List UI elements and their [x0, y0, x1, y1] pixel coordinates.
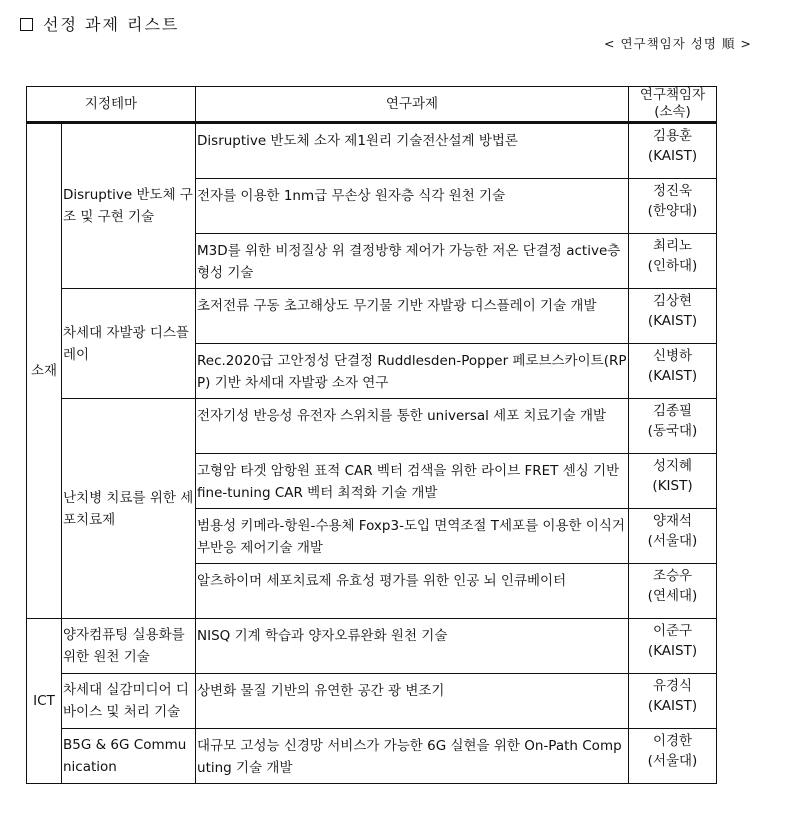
pi-name: 정진욱	[652, 183, 693, 199]
header-pi-line1: 연구책임자	[639, 87, 706, 103]
pi-affiliation: (KIST)	[652, 478, 693, 494]
pi-name: 김용훈	[652, 128, 693, 144]
pi-cell	[629, 619, 717, 674]
pi-name: 최리노	[652, 238, 693, 254]
task-cell: M3D를 위한 비정질상 위 결정방향 제어가 가능한 저온 단결정 active층 형성 기술	[196, 234, 629, 289]
order-note: < 연구책임자 성명 順 >	[604, 36, 752, 51]
category-cell: ICT	[27, 619, 62, 784]
theme-cell: 난치병 치료를 위한 세포치료제	[62, 399, 196, 619]
pi-cell	[629, 179, 717, 234]
theme-cell: 차세대 자발광 디스플레이	[62, 289, 196, 399]
table-header-row	[27, 87, 717, 123]
task-cell: 범용성 키메라-항원-수용체 Foxp3-도입 면역조절 T세포를 이용한 이식거부반응 제어기술 개발	[196, 509, 629, 564]
section-title	[20, 12, 179, 35]
task-cell: 알츠하이머 세포치료제 유효성 평가를 위한 인공 뇌 인큐베이터	[196, 564, 629, 619]
pi-affiliation: (한양대)	[647, 203, 698, 219]
table-row	[27, 619, 717, 674]
pi-name: 성지혜	[652, 458, 693, 474]
pi-name: 신병하	[652, 348, 693, 364]
table-row	[27, 289, 717, 344]
task-cell: 초저전류 구동 초고해상도 무기물 기반 자발광 디스플레이 기술 개발	[196, 289, 629, 344]
table-row	[27, 399, 717, 454]
task-cell: Disruptive 반도체 소자 제1원리 기술전산설계 방법론	[196, 123, 629, 179]
pi-name: 양재석	[652, 513, 693, 529]
task-cell: 상변화 물질 기반의 유연한 공간 광 변조기	[196, 674, 629, 729]
pi-cell	[629, 289, 717, 344]
pi-affiliation: (KAIST)	[647, 368, 698, 384]
task-cell: 고형암 타겟 암항원 표적 CAR 벡터 검색을 위한 라이브 FRET 센싱 기반 fine-tuning CAR 벡터 최적화 기술 개발	[196, 454, 629, 509]
pi-cell	[629, 234, 717, 289]
task-cell: 전자기성 반응성 유전자 스위치를 통한 universal 세포 치료기술 개발	[196, 399, 629, 454]
pi-affiliation: (연세대)	[647, 588, 698, 604]
header-theme: 지정테마	[27, 87, 196, 123]
theme-cell: B5G & 6G Communication	[62, 729, 196, 784]
pi-cell	[629, 344, 717, 399]
task-cell: 전자를 이용한 1nm급 무손상 원자층 식각 원천 기술	[196, 179, 629, 234]
pi-cell	[629, 454, 717, 509]
pi-affiliation: (KAIST)	[647, 313, 698, 329]
theme-cell: Disruptive 반도체 구조 및 구현 기술	[62, 123, 196, 289]
category-cell: 소재	[27, 123, 62, 619]
table-row	[27, 123, 717, 179]
pi-affiliation: (KAIST)	[647, 698, 698, 714]
pi-name: 이경한	[652, 733, 693, 749]
pi-cell	[629, 399, 717, 454]
selected-projects-table	[26, 86, 717, 784]
pi-cell	[629, 564, 717, 619]
pi-cell	[629, 674, 717, 729]
table-row	[27, 729, 717, 784]
task-cell: NISQ 기계 학습과 양자오류완화 원천 기술	[196, 619, 629, 674]
pi-affiliation: (KAIST)	[647, 148, 698, 164]
task-cell: Rec.2020급 고안정성 단결정 Ruddlesden-Popper 페로브스카이트(RPP) 기반 차세대 자발광 소자 연구	[196, 344, 629, 399]
pi-name: 조승우	[652, 568, 693, 584]
pi-name: 이준구	[652, 623, 693, 639]
pi-affiliation: (서울대)	[647, 753, 698, 769]
pi-affiliation: (인하대)	[647, 258, 698, 274]
pi-cell	[629, 729, 717, 784]
theme-cell: 양자컴퓨팅 실용화를 위한 원천 기술	[62, 619, 196, 674]
pi-affiliation: (KAIST)	[647, 643, 698, 659]
pi-cell	[629, 123, 717, 179]
task-cell: 대규모 고성능 신경망 서비스가 가능한 6G 실현을 위한 On-Path Computing 기술 개발	[196, 729, 629, 784]
header-task: 연구과제	[196, 87, 629, 123]
table-row	[27, 674, 717, 729]
pi-affiliation: (동국대)	[647, 423, 698, 439]
pi-name: 유경식	[652, 678, 693, 694]
pi-name: 김종필	[652, 403, 693, 419]
pi-cell	[629, 509, 717, 564]
checkbox-square-icon	[20, 18, 33, 31]
header-pi-line2: (소속)	[654, 104, 691, 120]
pi-affiliation: (서울대)	[647, 533, 698, 549]
pi-name: 김상현	[652, 293, 693, 309]
header-pi	[629, 87, 717, 123]
theme-cell: 차세대 실감미디어 디바이스 및 처리 기술	[62, 674, 196, 729]
title-text: 선정 과제 리스트	[43, 15, 180, 34]
